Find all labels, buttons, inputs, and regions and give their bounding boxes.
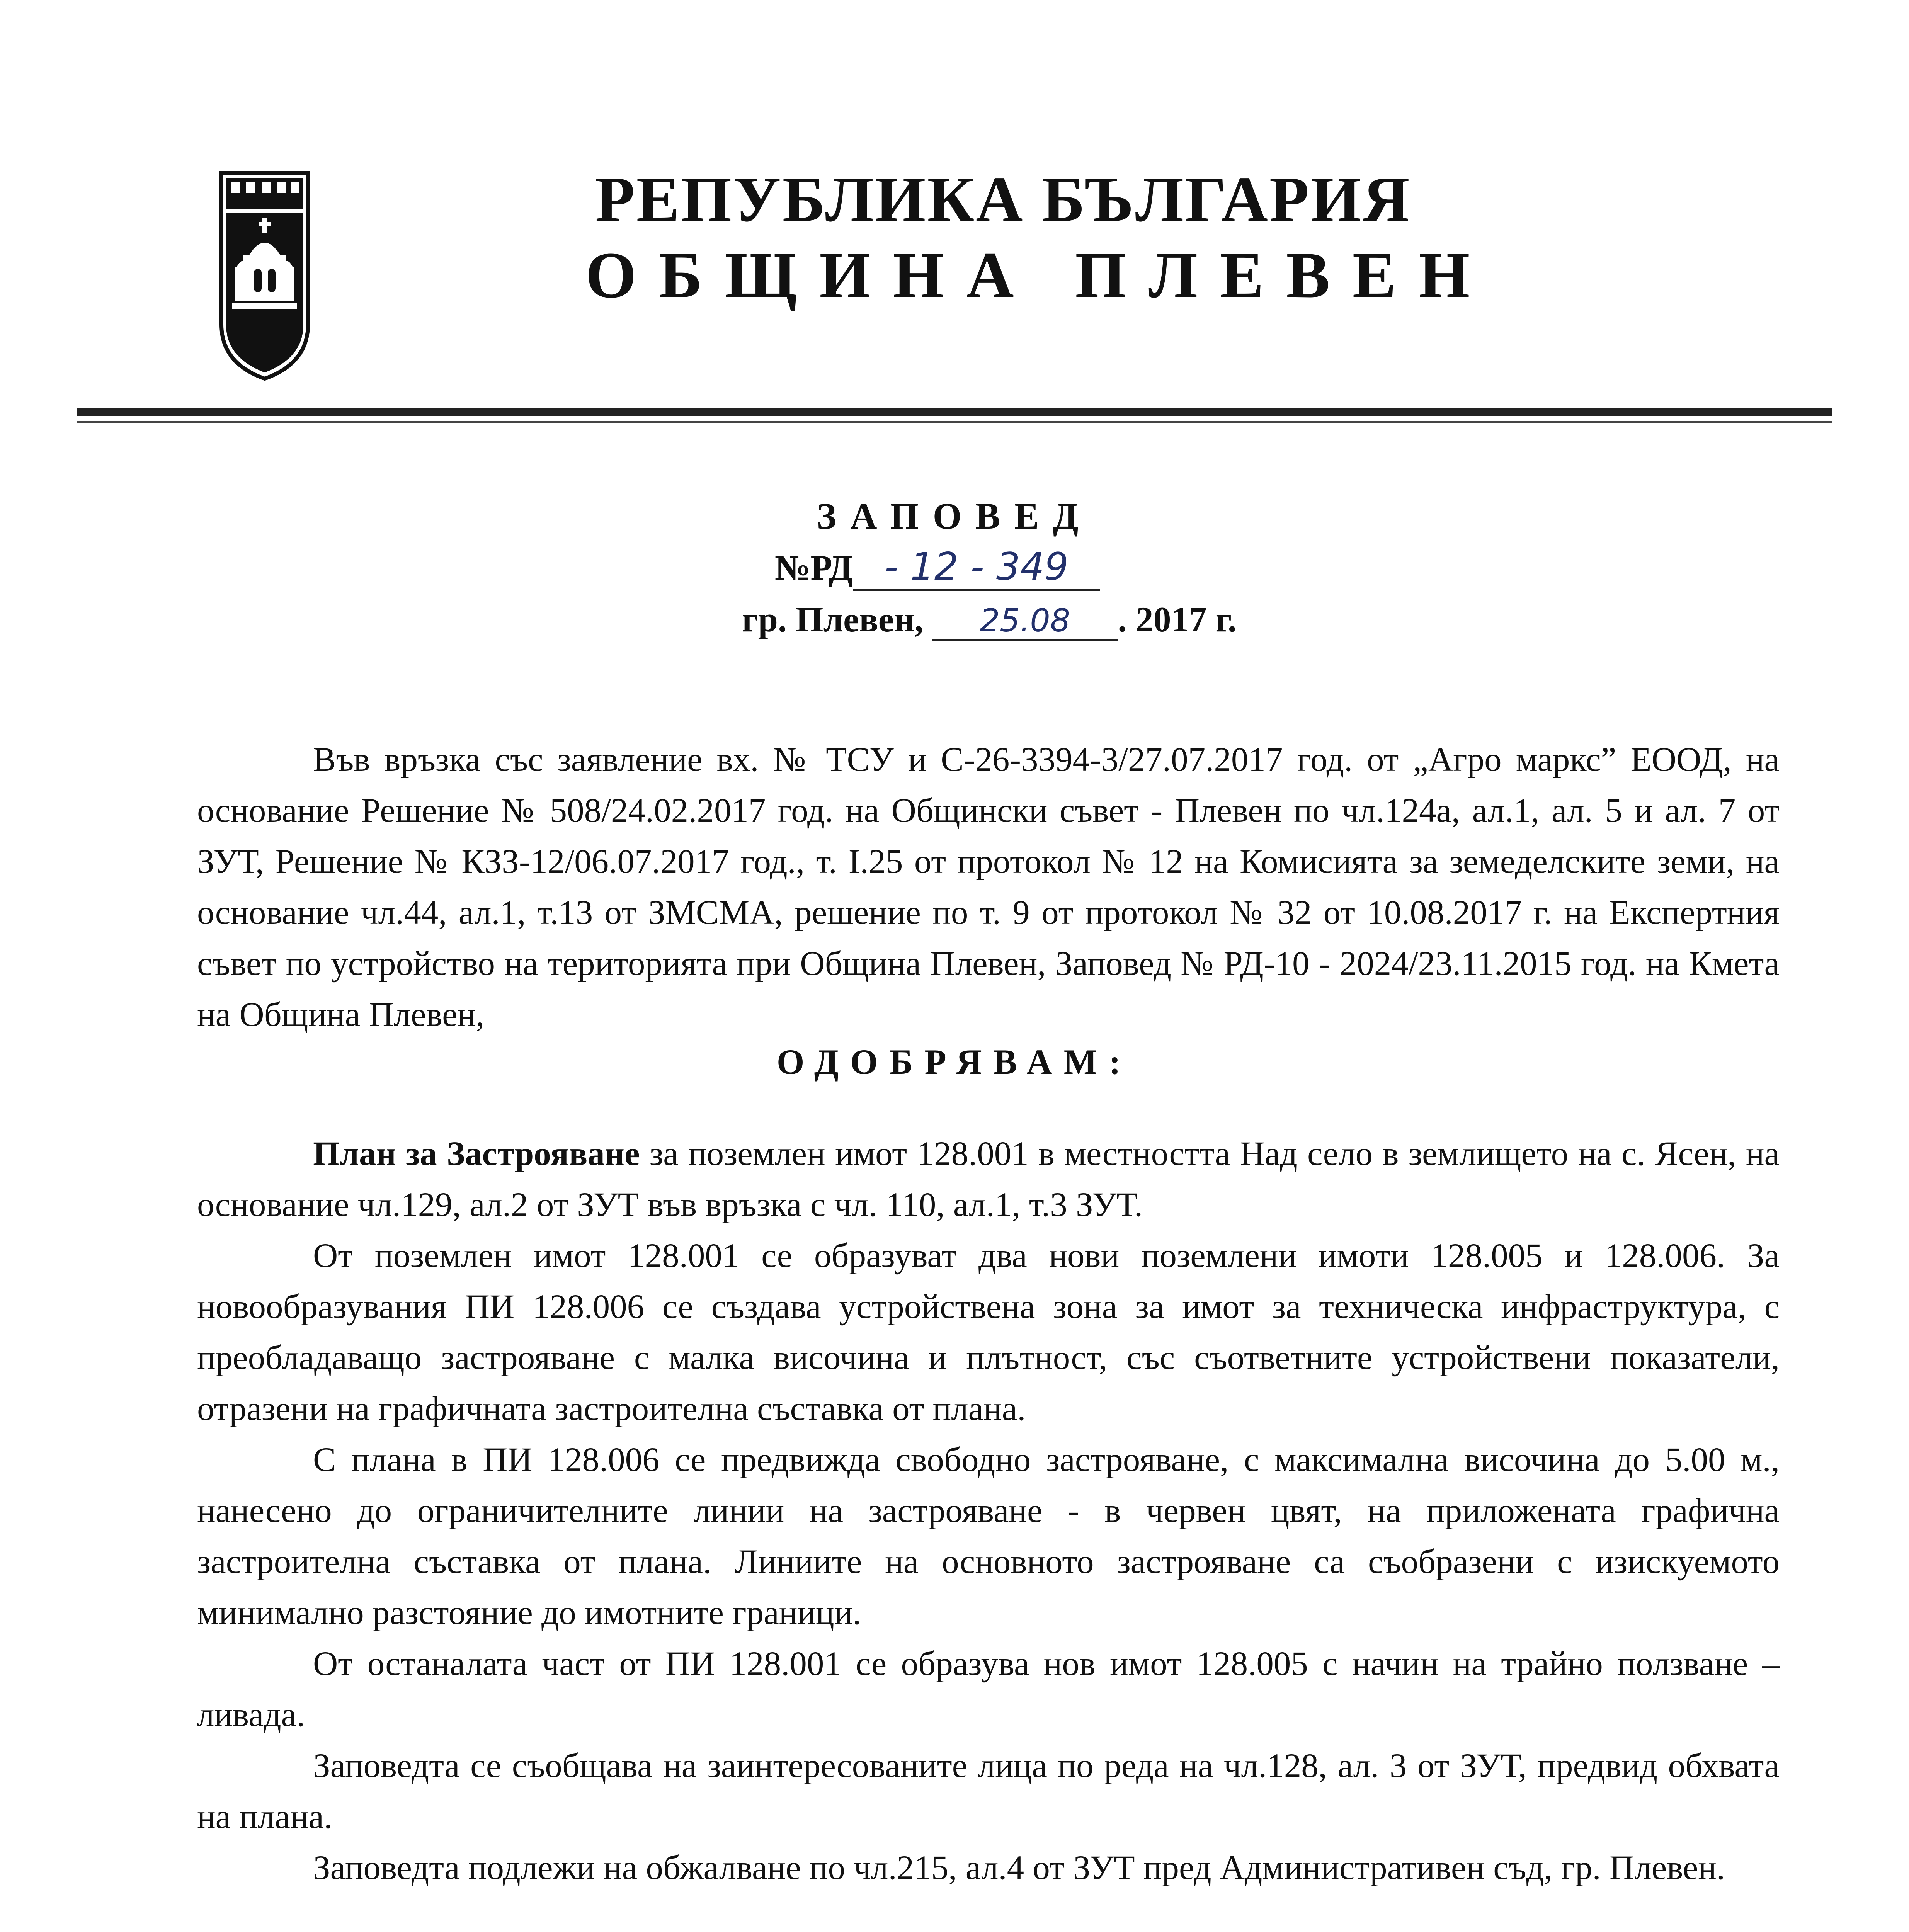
order-number	[775, 545, 1100, 591]
order-date-handwritten: 25.08	[932, 602, 1118, 641]
parcels-paragraph: От поземлен имот 128.001 се образуват два нови поземлени имоти 128.005 и 128.006. За новообразувания ПИ 128.006 се създава устройствена зона за имот за техническа инфраструктура, с преобладаващо застрояване с малка височина и плътност, със съответните устройствени показатели, отразени на графичната застроителна съставка от плана.	[197, 1237, 1780, 1428]
header-divider	[77, 408, 1832, 416]
order-place-date	[742, 599, 1237, 641]
plan-text: за поземлен имот 128.001 в местността Над село в землището на с. Ясен, на основание чл.129, ал.2 от ЗУТ във връзка с чл. 110, ал.1, т.3 ЗУТ.	[197, 1135, 1780, 1224]
header-divider-thin	[77, 421, 1832, 423]
order-body	[197, 1128, 1780, 1893]
building-paragraph: С плана в ПИ 128.006 се предвижда свободно застрояване, с максимална височина до 5.00 м., нанесено до ограничителните линии на застрояване - в червен цвят, на приложената графична застроителна съставка от плана. Линиите на основното застрояване са съобразени с изискуемото минимално разстояние до имотните граници.	[197, 1441, 1780, 1632]
notification-paragraph: Заповедта се съобщава на заинтересованите лица по реда на чл.128, ал. 3 от ЗУТ, предвид обхвата на плана.	[197, 1747, 1780, 1836]
pleven-coat-of-arms-icon	[218, 170, 311, 381]
plan-paragraph	[197, 1128, 1780, 1230]
order-number-prefix: №РД	[775, 548, 853, 587]
republic-heading: РЕПУБЛИКА БЪЛГАРИЯ	[595, 163, 1411, 235]
order-number-handwritten: - 12 - 349	[853, 545, 1100, 591]
preamble-paragraph: Във връзка със заявление вх. № ТСУ и С-26-3394-3/27.07.2017 год. от „Агро маркс” ЕООД, на основание Решение № 508/24.02.2017 год. на Общински съвет - Плевен по чл.124а, ал.1, ал. 5 и ал. 7 от ЗУТ, Решение № КЗЗ-12/06.07.2017 год., т. І.25 от протокол № 12 на Комисията за земеделските земи, на основание чл.44, ал.1, т.13 от ЗМСМА, решение по т. 9 от протокол № 32 от 10.08.2017 г. на Експертния съвет по устройство на територията при Община Плевен, Заповед № РД-10 - 2024/23.11.2015 год. на Кмета на Община Плевен,	[197, 741, 1780, 1034]
order-title: ЗАПОВЕД	[817, 495, 1092, 537]
appeal-paragraph: Заповедта подлежи на обжалване по чл.215, ал.4 от ЗУТ пред Административен съд, гр. Плевен.	[313, 1849, 1725, 1887]
remaining-parcel-paragraph: От останалата част от ПИ 128.001 се образува нов имот 128.005 с начин на трайно ползване – ливада.	[197, 1645, 1780, 1734]
approve-heading: ОДОБРЯВАМ:	[776, 1042, 1133, 1082]
municipality-heading: ОБЩИНА ПЛЕВЕН	[585, 239, 1492, 311]
order-place: гр. Плевен,	[742, 600, 924, 639]
order-year: . 2017 г.	[1118, 600, 1237, 639]
plan-title: План за Застрояване	[313, 1135, 640, 1173]
